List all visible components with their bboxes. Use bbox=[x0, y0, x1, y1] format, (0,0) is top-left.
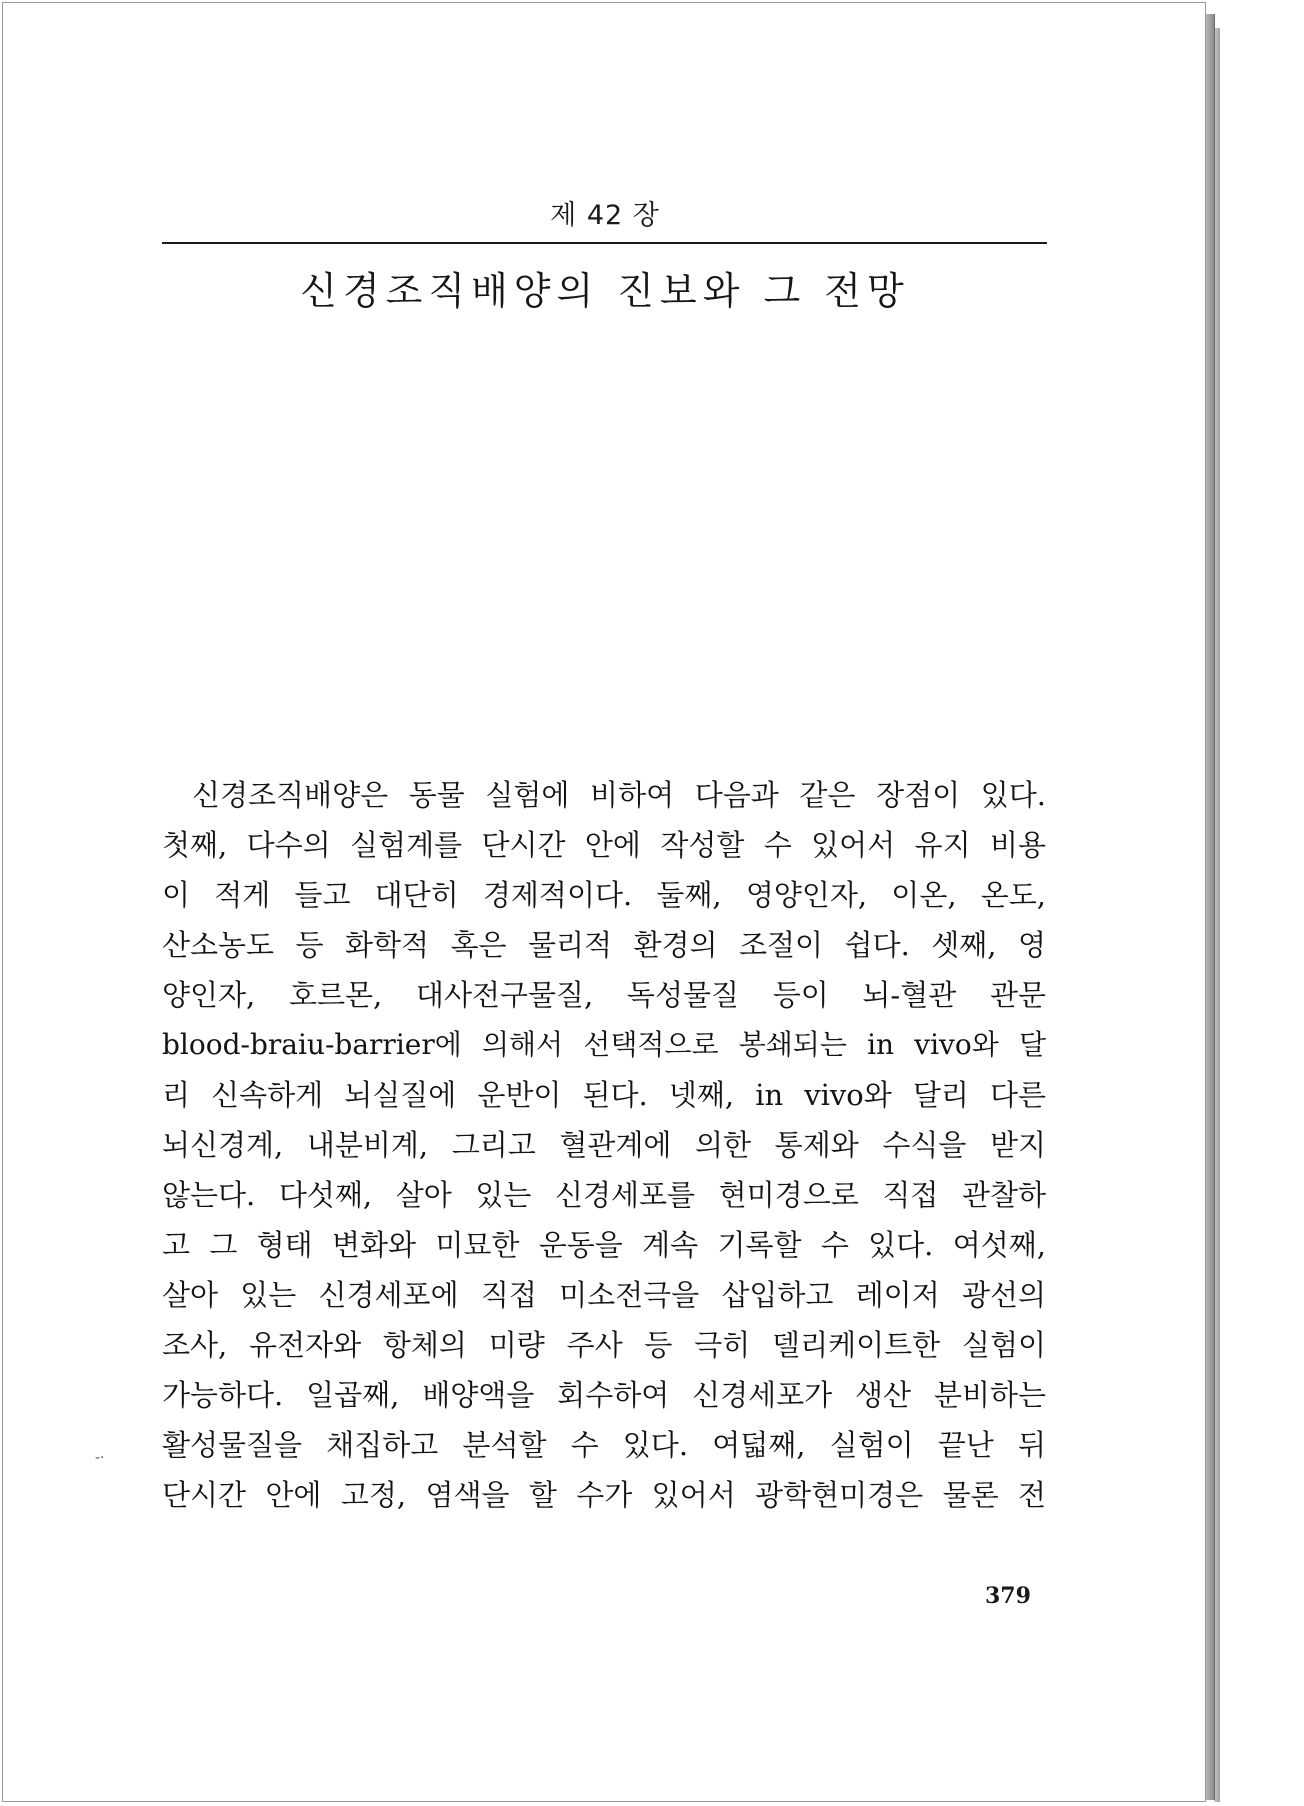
paragraph-line: 고 그 형태 변화와 미묘한 운동을 계속 기록할 수 있다. 여섯째, bbox=[162, 1228, 1046, 1262]
paragraph-line: 리 신속하게 뇌실질에 운반이 된다. 넷째, in vivo와 달리 다른 bbox=[162, 1078, 1046, 1112]
paragraph-line: 활성물질을 채집하고 분석할 수 있다. 여덟째, 실험이 끝난 뒤 bbox=[162, 1428, 1046, 1462]
page-number: 379 bbox=[985, 1583, 1031, 1609]
paragraph-line: 신경조직배양은 동물 실험에 비하여 다음과 같은 장점이 있다. bbox=[192, 778, 1046, 812]
paragraph-line: 않는다. 다섯째, 살아 있는 신경세포를 현미경으로 직접 관찰하 bbox=[162, 1178, 1046, 1212]
paragraph-line: 양인자, 호르몬, 대사전구물질, 독성물질 등이 뇌-혈관 관문 bbox=[162, 978, 1046, 1012]
paragraph-line: 조사, 유전자와 항체의 미량 주사 등 극히 델리케이트한 실험이 bbox=[162, 1328, 1046, 1362]
paragraph-line: 단시간 안에 고정, 염색을 할 수가 있어서 광학현미경은 물론 전 bbox=[162, 1478, 1046, 1512]
scan-speck: -· bbox=[95, 1450, 105, 1466]
paragraph-line: 살아 있는 신경세포에 직접 미소전극을 삽입하고 레이저 광선의 bbox=[162, 1278, 1046, 1312]
paragraph-line: 가능하다. 일곱째, 배양액을 회수하여 신경세포가 생산 분비하는 bbox=[162, 1378, 1046, 1412]
chapter-title: 신경조직배양의 진보와 그 전망 bbox=[300, 269, 910, 313]
chapter-divider bbox=[162, 242, 1047, 244]
paragraph-line: 산소농도 등 화학적 혹은 물리적 환경의 조절이 쉽다. 셋째, 영 bbox=[162, 928, 1046, 962]
paragraph-line: blood-braiu-barrier에 의해서 선택적으로 봉쇄되는 in vivo와 달 bbox=[162, 1028, 1046, 1061]
paragraph-line: 첫째, 다수의 실험계를 단시간 안에 작성할 수 있어서 유지 비용 bbox=[162, 828, 1046, 862]
body-paragraph bbox=[162, 770, 1046, 1520]
paragraph-line: 이 적게 들고 대단히 경제적이다. 둘째, 영양인자, 이온, 온도, bbox=[162, 878, 1046, 912]
chapter-label: 제 42 장 bbox=[550, 200, 660, 231]
paragraph-line: 뇌신경계, 내분비계, 그리고 혈관계에 의한 통제와 수식을 받지 bbox=[162, 1128, 1046, 1162]
